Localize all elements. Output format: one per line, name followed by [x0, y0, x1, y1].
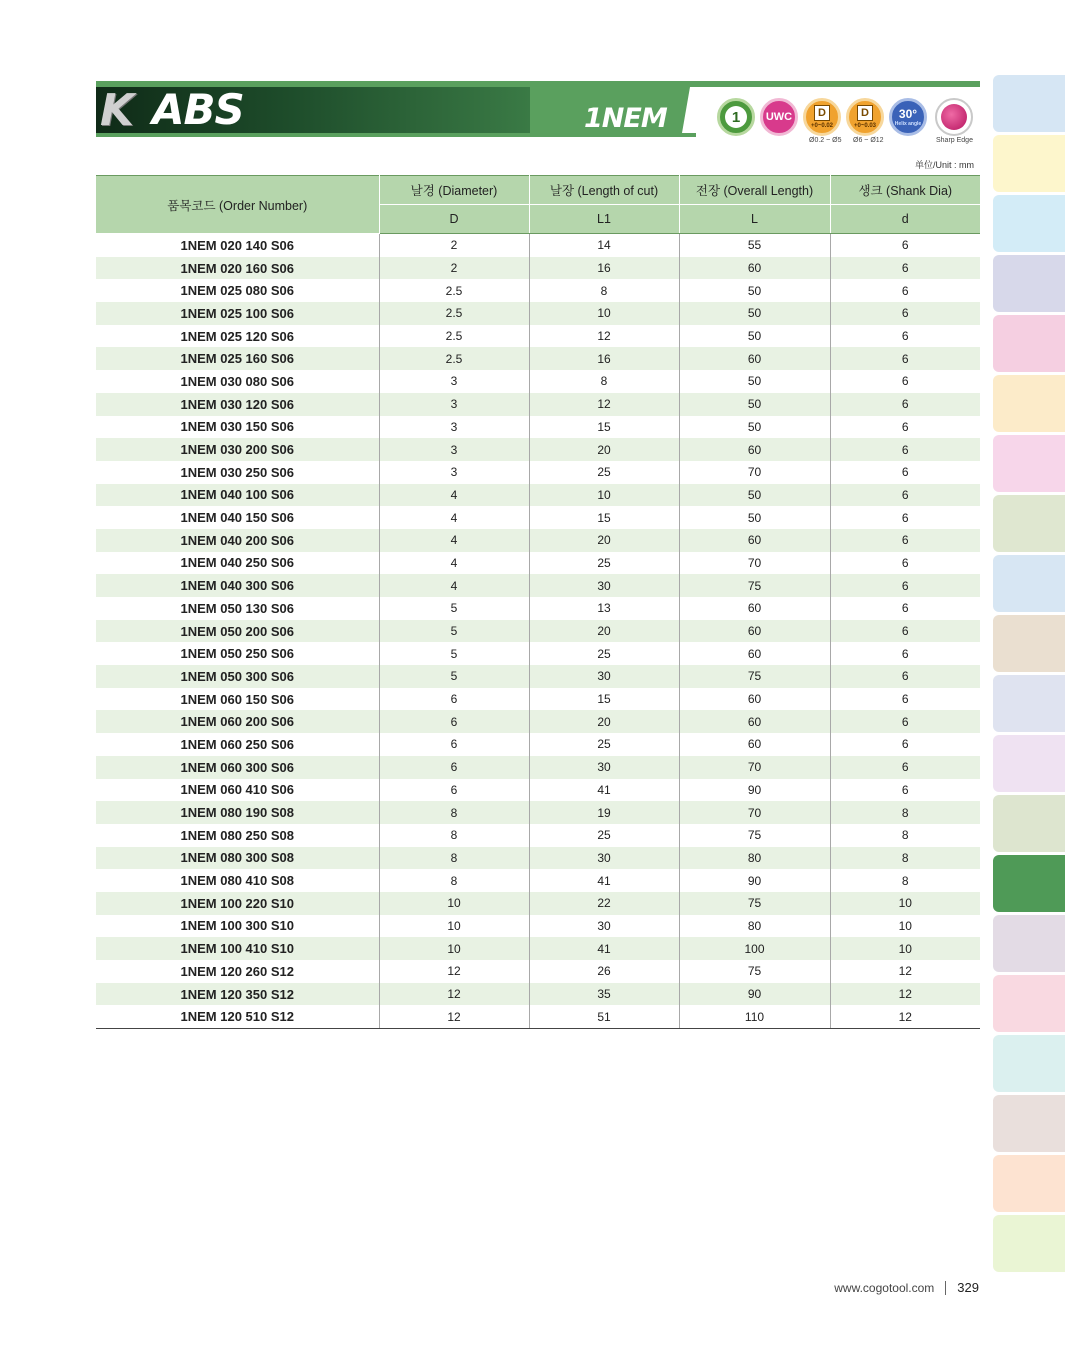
- table-row: [96, 642, 980, 665]
- length-of-cut-cell: 10: [529, 484, 679, 507]
- order-number-cell: 1NEM 060 410 S06: [96, 779, 379, 802]
- overall-length-cell: 60: [679, 620, 830, 643]
- side-tab-5[interactable]: [993, 315, 1065, 372]
- length-of-cut-cell: 8: [529, 370, 679, 393]
- order-number-cell: 1NEM 040 250 S06: [96, 552, 379, 575]
- length-of-cut-cell: 26: [529, 960, 679, 983]
- order-number-cell: 1NEM 050 200 S06: [96, 620, 379, 643]
- shank-dia-cell: 6: [901, 555, 909, 570]
- order-number-cell: 1NEM 020 140 S06: [96, 234, 379, 257]
- order-number-cell: 1NEM 030 120 S06: [96, 393, 379, 416]
- diameter-cell: 6: [379, 779, 529, 802]
- table-row: [96, 279, 980, 302]
- order-number-cell: 1NEM 100 300 S10: [96, 915, 379, 938]
- table-row: [96, 484, 980, 507]
- order-number-cell: 1NEM 025 080 S06: [96, 279, 379, 302]
- side-tab-19[interactable]: [993, 1155, 1065, 1212]
- diameter-cell: 10: [379, 915, 529, 938]
- symbol-shank-dia: d: [830, 205, 980, 234]
- header-shank-dia: 생크 (Shank Dia): [830, 176, 980, 205]
- length-of-cut-cell: 30: [529, 847, 679, 870]
- side-tab-4[interactable]: [993, 255, 1065, 312]
- shank-dia-cell: 6: [901, 329, 909, 344]
- diameter-cell: 4: [379, 506, 529, 529]
- table-row: [96, 620, 980, 643]
- overall-length-cell: 90: [679, 779, 830, 802]
- length-of-cut-cell: 25: [529, 733, 679, 756]
- overall-length-cell: 80: [679, 847, 830, 870]
- table-row: [96, 552, 980, 575]
- diameter-cell: 6: [379, 756, 529, 779]
- table-row: [96, 302, 980, 325]
- overall-length-cell: 60: [679, 597, 830, 620]
- order-number-cell: 1NEM 050 130 S06: [96, 597, 379, 620]
- diameter-cell: 6: [379, 733, 529, 756]
- length-of-cut-cell: 41: [529, 937, 679, 960]
- shank-dia-cell: 6: [901, 737, 909, 752]
- overall-length-cell: 75: [679, 824, 830, 847]
- order-number-cell: 1NEM 120 350 S12: [96, 983, 379, 1006]
- shank-dia-cell: 12: [830, 1005, 980, 1028]
- overall-length-cell: 100: [679, 937, 830, 960]
- sharp-edge-icon: [935, 98, 973, 136]
- table-row: [96, 416, 980, 439]
- shank-dia-cell: 6: [830, 529, 980, 552]
- shank-dia-cell: 10: [830, 892, 980, 915]
- diameter-cell: 2.5: [379, 325, 529, 348]
- brand-abs-title: ABS: [152, 85, 244, 134]
- table-row: [96, 801, 980, 824]
- sharp-edge-caption: Sharp Edge: [936, 137, 973, 144]
- length-of-cut-cell: 25: [529, 552, 679, 575]
- length-of-cut-cell: 51: [529, 1005, 679, 1028]
- diameter-cell: 8: [379, 847, 529, 870]
- length-of-cut-cell: 16: [529, 347, 679, 370]
- table-row: [96, 393, 980, 416]
- uwc-icon: UWC: [760, 98, 798, 136]
- length-of-cut-cell: 20: [529, 438, 679, 461]
- table-row: [96, 915, 980, 938]
- spec-table-body: [96, 234, 980, 1029]
- overall-length-cell: 50: [679, 370, 830, 393]
- side-tab-15[interactable]: [993, 915, 1065, 972]
- length-of-cut-cell: 41: [529, 779, 679, 802]
- shank-dia-cell: 8: [901, 873, 909, 888]
- brand-k-logo: K: [100, 85, 133, 136]
- table-row: [96, 574, 980, 597]
- header-overall-length: 전장 (Overall Length): [679, 176, 830, 205]
- order-number-cell: 1NEM 040 200 S06: [96, 529, 379, 552]
- length-of-cut-cell: 30: [529, 574, 679, 597]
- table-row: [96, 733, 980, 756]
- header-length-of-cut: 날장 (Length of cut): [529, 176, 679, 205]
- model-title: 1NEM: [584, 103, 667, 134]
- order-number-cell: 1NEM 080 250 S08: [96, 824, 379, 847]
- length-of-cut-cell: 15: [529, 506, 679, 529]
- shank-dia-cell: 6: [830, 574, 980, 597]
- side-tab-16[interactable]: [993, 975, 1065, 1032]
- order-number-cell: 1NEM 030 250 S06: [96, 461, 379, 484]
- shank-dia-cell: 10: [830, 937, 980, 960]
- order-number-cell: 1NEM 060 150 S06: [96, 688, 379, 711]
- shank-dia-cell: 8: [830, 847, 980, 870]
- shank-dia-cell: 6: [830, 756, 980, 779]
- overall-length-cell: 90: [679, 983, 830, 1006]
- table-row: [96, 347, 980, 370]
- side-tab-7[interactable]: [993, 435, 1065, 492]
- length-of-cut-cell: 25: [529, 461, 679, 484]
- diameter-cell: 3: [379, 416, 529, 439]
- length-of-cut-cell: 25: [529, 642, 679, 665]
- diameter-cell: 2.5: [379, 302, 529, 325]
- table-row: [96, 892, 980, 915]
- overall-length-cell: 50: [679, 393, 830, 416]
- side-tab-18[interactable]: [993, 1095, 1065, 1152]
- overall-length-cell: 80: [679, 915, 830, 938]
- overall-length-cell: 60: [679, 642, 830, 665]
- shank-dia-cell: 6: [901, 238, 909, 253]
- diameter-cell: 2.5: [379, 347, 529, 370]
- shank-dia-cell: 6: [901, 419, 909, 434]
- order-number-cell: 1NEM 030 080 S06: [96, 370, 379, 393]
- spec-table: [96, 175, 980, 1029]
- table-row: [96, 461, 980, 484]
- tolerance-small-caption: Ø0.2 ~ Ø5: [809, 137, 842, 144]
- side-tab-8[interactable]: [993, 495, 1065, 552]
- overall-length-cell: 70: [679, 756, 830, 779]
- table-row: [96, 779, 980, 802]
- footer: [834, 1280, 979, 1295]
- overall-length-cell: 70: [679, 801, 830, 824]
- length-of-cut-cell: 25: [529, 824, 679, 847]
- shank-dia-cell: 6: [901, 782, 909, 797]
- length-of-cut-cell: 22: [529, 892, 679, 915]
- shank-dia-cell: 8: [830, 801, 980, 824]
- diameter-cell: 4: [379, 529, 529, 552]
- shank-dia-cell: 6: [901, 510, 909, 525]
- overall-length-cell: 50: [679, 325, 830, 348]
- length-of-cut-cell: 14: [529, 234, 679, 257]
- single-flute-icon: 1: [717, 98, 755, 136]
- diameter-cell: 5: [379, 665, 529, 688]
- side-tab-13[interactable]: [993, 795, 1065, 852]
- shank-dia-cell: 6: [830, 347, 980, 370]
- overall-length-cell: 50: [679, 484, 830, 507]
- table-row: [96, 937, 980, 960]
- order-number-cell: 1NEM 080 300 S08: [96, 847, 379, 870]
- shank-dia-cell: 6: [901, 692, 909, 707]
- diameter-cell: 6: [379, 688, 529, 711]
- shank-dia-cell: 12: [830, 983, 980, 1006]
- overall-length-cell: 70: [679, 461, 830, 484]
- diameter-cell: 12: [379, 983, 529, 1006]
- side-tab-12[interactable]: [993, 735, 1065, 792]
- order-number-cell: 1NEM 030 200 S06: [96, 438, 379, 461]
- order-number-cell: 1NEM 040 150 S06: [96, 506, 379, 529]
- diameter-cell: 5: [379, 620, 529, 643]
- footer-separator: [945, 1281, 946, 1295]
- shank-dia-cell: 6: [830, 438, 980, 461]
- length-of-cut-cell: 15: [529, 688, 679, 711]
- diameter-cell: 2: [379, 234, 529, 257]
- tolerance-small-icon: D +0~0.02: [803, 98, 841, 136]
- symbol-diameter: D: [379, 205, 529, 234]
- shank-dia-cell: 6: [830, 393, 980, 416]
- diameter-cell: 12: [379, 1005, 529, 1028]
- order-number-cell: 1NEM 050 250 S06: [96, 642, 379, 665]
- order-number-cell: 1NEM 050 300 S06: [96, 665, 379, 688]
- table-row: [96, 847, 980, 870]
- overall-length-cell: 50: [679, 302, 830, 325]
- table-header-row: [96, 176, 980, 205]
- page-number: 329: [957, 1280, 979, 1295]
- table-row: [96, 506, 980, 529]
- order-number-cell: 1NEM 040 300 S06: [96, 574, 379, 597]
- order-number-cell: 1NEM 020 160 S06: [96, 257, 379, 280]
- length-of-cut-cell: 41: [529, 869, 679, 892]
- order-number-cell: 1NEM 025 100 S06: [96, 302, 379, 325]
- length-of-cut-cell: 10: [529, 302, 679, 325]
- diameter-cell: 4: [379, 552, 529, 575]
- overall-length-cell: 55: [679, 234, 830, 257]
- symbol-overall-length: L: [679, 205, 830, 234]
- side-tab-9[interactable]: [993, 555, 1065, 612]
- diameter-cell: 8: [379, 801, 529, 824]
- overall-length-cell: 75: [679, 574, 830, 597]
- symbol-length-of-cut: L1: [529, 205, 679, 234]
- diameter-cell: 4: [379, 484, 529, 507]
- overall-length-cell: 70: [679, 552, 830, 575]
- order-number-cell: 1NEM 060 200 S06: [96, 710, 379, 733]
- order-number-cell: 1NEM 030 150 S06: [96, 416, 379, 439]
- table-row: [96, 869, 980, 892]
- side-tab-17[interactable]: [993, 1035, 1065, 1092]
- table-row: [96, 688, 980, 711]
- helix-angle-icon: 30° Helix angle: [889, 98, 927, 136]
- table-row: [96, 824, 980, 847]
- order-number-cell: 1NEM 040 100 S06: [96, 484, 379, 507]
- order-number-cell: 1NEM 060 300 S06: [96, 756, 379, 779]
- unit-label: 单位/Unit : mm: [914, 160, 974, 170]
- length-of-cut-cell: 20: [529, 620, 679, 643]
- length-of-cut-cell: 20: [529, 529, 679, 552]
- order-number-cell: 1NEM 025 120 S06: [96, 325, 379, 348]
- shank-dia-cell: 6: [901, 646, 909, 661]
- length-of-cut-cell: 30: [529, 915, 679, 938]
- shank-dia-cell: 6: [830, 484, 980, 507]
- table-row: [96, 234, 980, 257]
- table-row: [96, 529, 980, 552]
- diameter-cell: 2: [379, 257, 529, 280]
- table-row: [96, 710, 980, 733]
- table-row: [96, 438, 980, 461]
- overall-length-cell: 90: [679, 869, 830, 892]
- side-tab-6[interactable]: [993, 375, 1065, 432]
- overall-length-cell: 75: [679, 892, 830, 915]
- order-number-cell: 1NEM 120 510 S12: [96, 1005, 379, 1028]
- diameter-cell: 3: [379, 438, 529, 461]
- header-order-number: 품목코드 (Order Number): [96, 176, 379, 234]
- overall-length-cell: 60: [679, 710, 830, 733]
- shank-dia-cell: 6: [830, 620, 980, 643]
- side-tab-11[interactable]: [993, 675, 1065, 732]
- length-of-cut-cell: 16: [529, 257, 679, 280]
- diameter-cell: 6: [379, 710, 529, 733]
- header-diameter: 날경 (Diameter): [379, 176, 529, 205]
- length-of-cut-cell: 30: [529, 665, 679, 688]
- diameter-cell: 10: [379, 892, 529, 915]
- overall-length-cell: 60: [679, 438, 830, 461]
- diameter-cell: 5: [379, 642, 529, 665]
- diameter-cell: 8: [379, 824, 529, 847]
- shank-dia-cell: 6: [901, 465, 909, 480]
- table-row: [96, 960, 980, 983]
- overall-length-cell: 60: [679, 257, 830, 280]
- side-tab-3[interactable]: [993, 195, 1065, 252]
- shank-dia-cell: 10: [898, 918, 912, 933]
- table-row: [96, 325, 980, 348]
- shank-dia-cell: 6: [830, 665, 980, 688]
- side-tab-1[interactable]: [993, 75, 1065, 132]
- order-number-cell: 1NEM 080 190 S08: [96, 801, 379, 824]
- table-row: [96, 1005, 980, 1028]
- footer-url[interactable]: www.cogotool.com: [834, 1280, 935, 1295]
- shank-dia-cell: 6: [901, 601, 909, 616]
- overall-length-cell: 50: [679, 416, 830, 439]
- side-tab-14[interactable]: [993, 855, 1065, 912]
- table-row: [96, 665, 980, 688]
- side-tab-2[interactable]: [993, 135, 1065, 192]
- tolerance-large-caption: Ø6 ~ Ø12: [853, 137, 884, 144]
- order-number-cell: 1NEM 080 410 S08: [96, 869, 379, 892]
- length-of-cut-cell: 19: [529, 801, 679, 824]
- shank-dia-cell: 12: [898, 964, 912, 979]
- overall-length-cell: 75: [679, 665, 830, 688]
- overall-length-cell: 50: [679, 279, 830, 302]
- diameter-cell: 10: [379, 937, 529, 960]
- length-of-cut-cell: 12: [529, 325, 679, 348]
- diameter-cell: 5: [379, 597, 529, 620]
- side-tab-10[interactable]: [993, 615, 1065, 672]
- length-of-cut-cell: 8: [529, 279, 679, 302]
- overall-length-cell: 60: [679, 688, 830, 711]
- length-of-cut-cell: 13: [529, 597, 679, 620]
- overall-length-cell: 60: [679, 733, 830, 756]
- length-of-cut-cell: 30: [529, 756, 679, 779]
- diameter-cell: 3: [379, 461, 529, 484]
- side-tab-20[interactable]: [993, 1215, 1065, 1272]
- length-of-cut-cell: 35: [529, 983, 679, 1006]
- shank-dia-cell: 6: [830, 302, 980, 325]
- order-number-cell: 1NEM 060 250 S06: [96, 733, 379, 756]
- table-row: [96, 257, 980, 280]
- length-of-cut-cell: 12: [529, 393, 679, 416]
- overall-length-cell: 60: [679, 529, 830, 552]
- shank-dia-cell: 8: [901, 828, 909, 843]
- diameter-cell: 3: [379, 370, 529, 393]
- side-tabs: [993, 75, 1065, 1275]
- overall-length-cell: 75: [679, 960, 830, 983]
- shank-dia-cell: 6: [830, 710, 980, 733]
- shank-dia-cell: 6: [901, 283, 909, 298]
- diameter-cell: 8: [379, 869, 529, 892]
- diameter-cell: 3: [379, 393, 529, 416]
- order-number-cell: 1NEM 120 260 S12: [96, 960, 379, 983]
- overall-length-cell: 60: [679, 347, 830, 370]
- diameter-cell: 2.5: [379, 279, 529, 302]
- shank-dia-cell: 6: [830, 257, 980, 280]
- tolerance-large-icon: D +0~0.03: [846, 98, 884, 136]
- shank-dia-cell: 6: [901, 374, 909, 389]
- overall-length-cell: 110: [679, 1005, 830, 1028]
- table-row: [96, 370, 980, 393]
- table-row: [96, 756, 980, 779]
- order-number-cell: 1NEM 100 410 S10: [96, 937, 379, 960]
- diameter-cell: 12: [379, 960, 529, 983]
- length-of-cut-cell: 20: [529, 710, 679, 733]
- order-number-cell: 1NEM 025 160 S06: [96, 347, 379, 370]
- order-number-cell: 1NEM 100 220 S10: [96, 892, 379, 915]
- diameter-cell: 4: [379, 574, 529, 597]
- length-of-cut-cell: 15: [529, 416, 679, 439]
- table-row: [96, 983, 980, 1006]
- overall-length-cell: 50: [679, 506, 830, 529]
- table-row: [96, 597, 980, 620]
